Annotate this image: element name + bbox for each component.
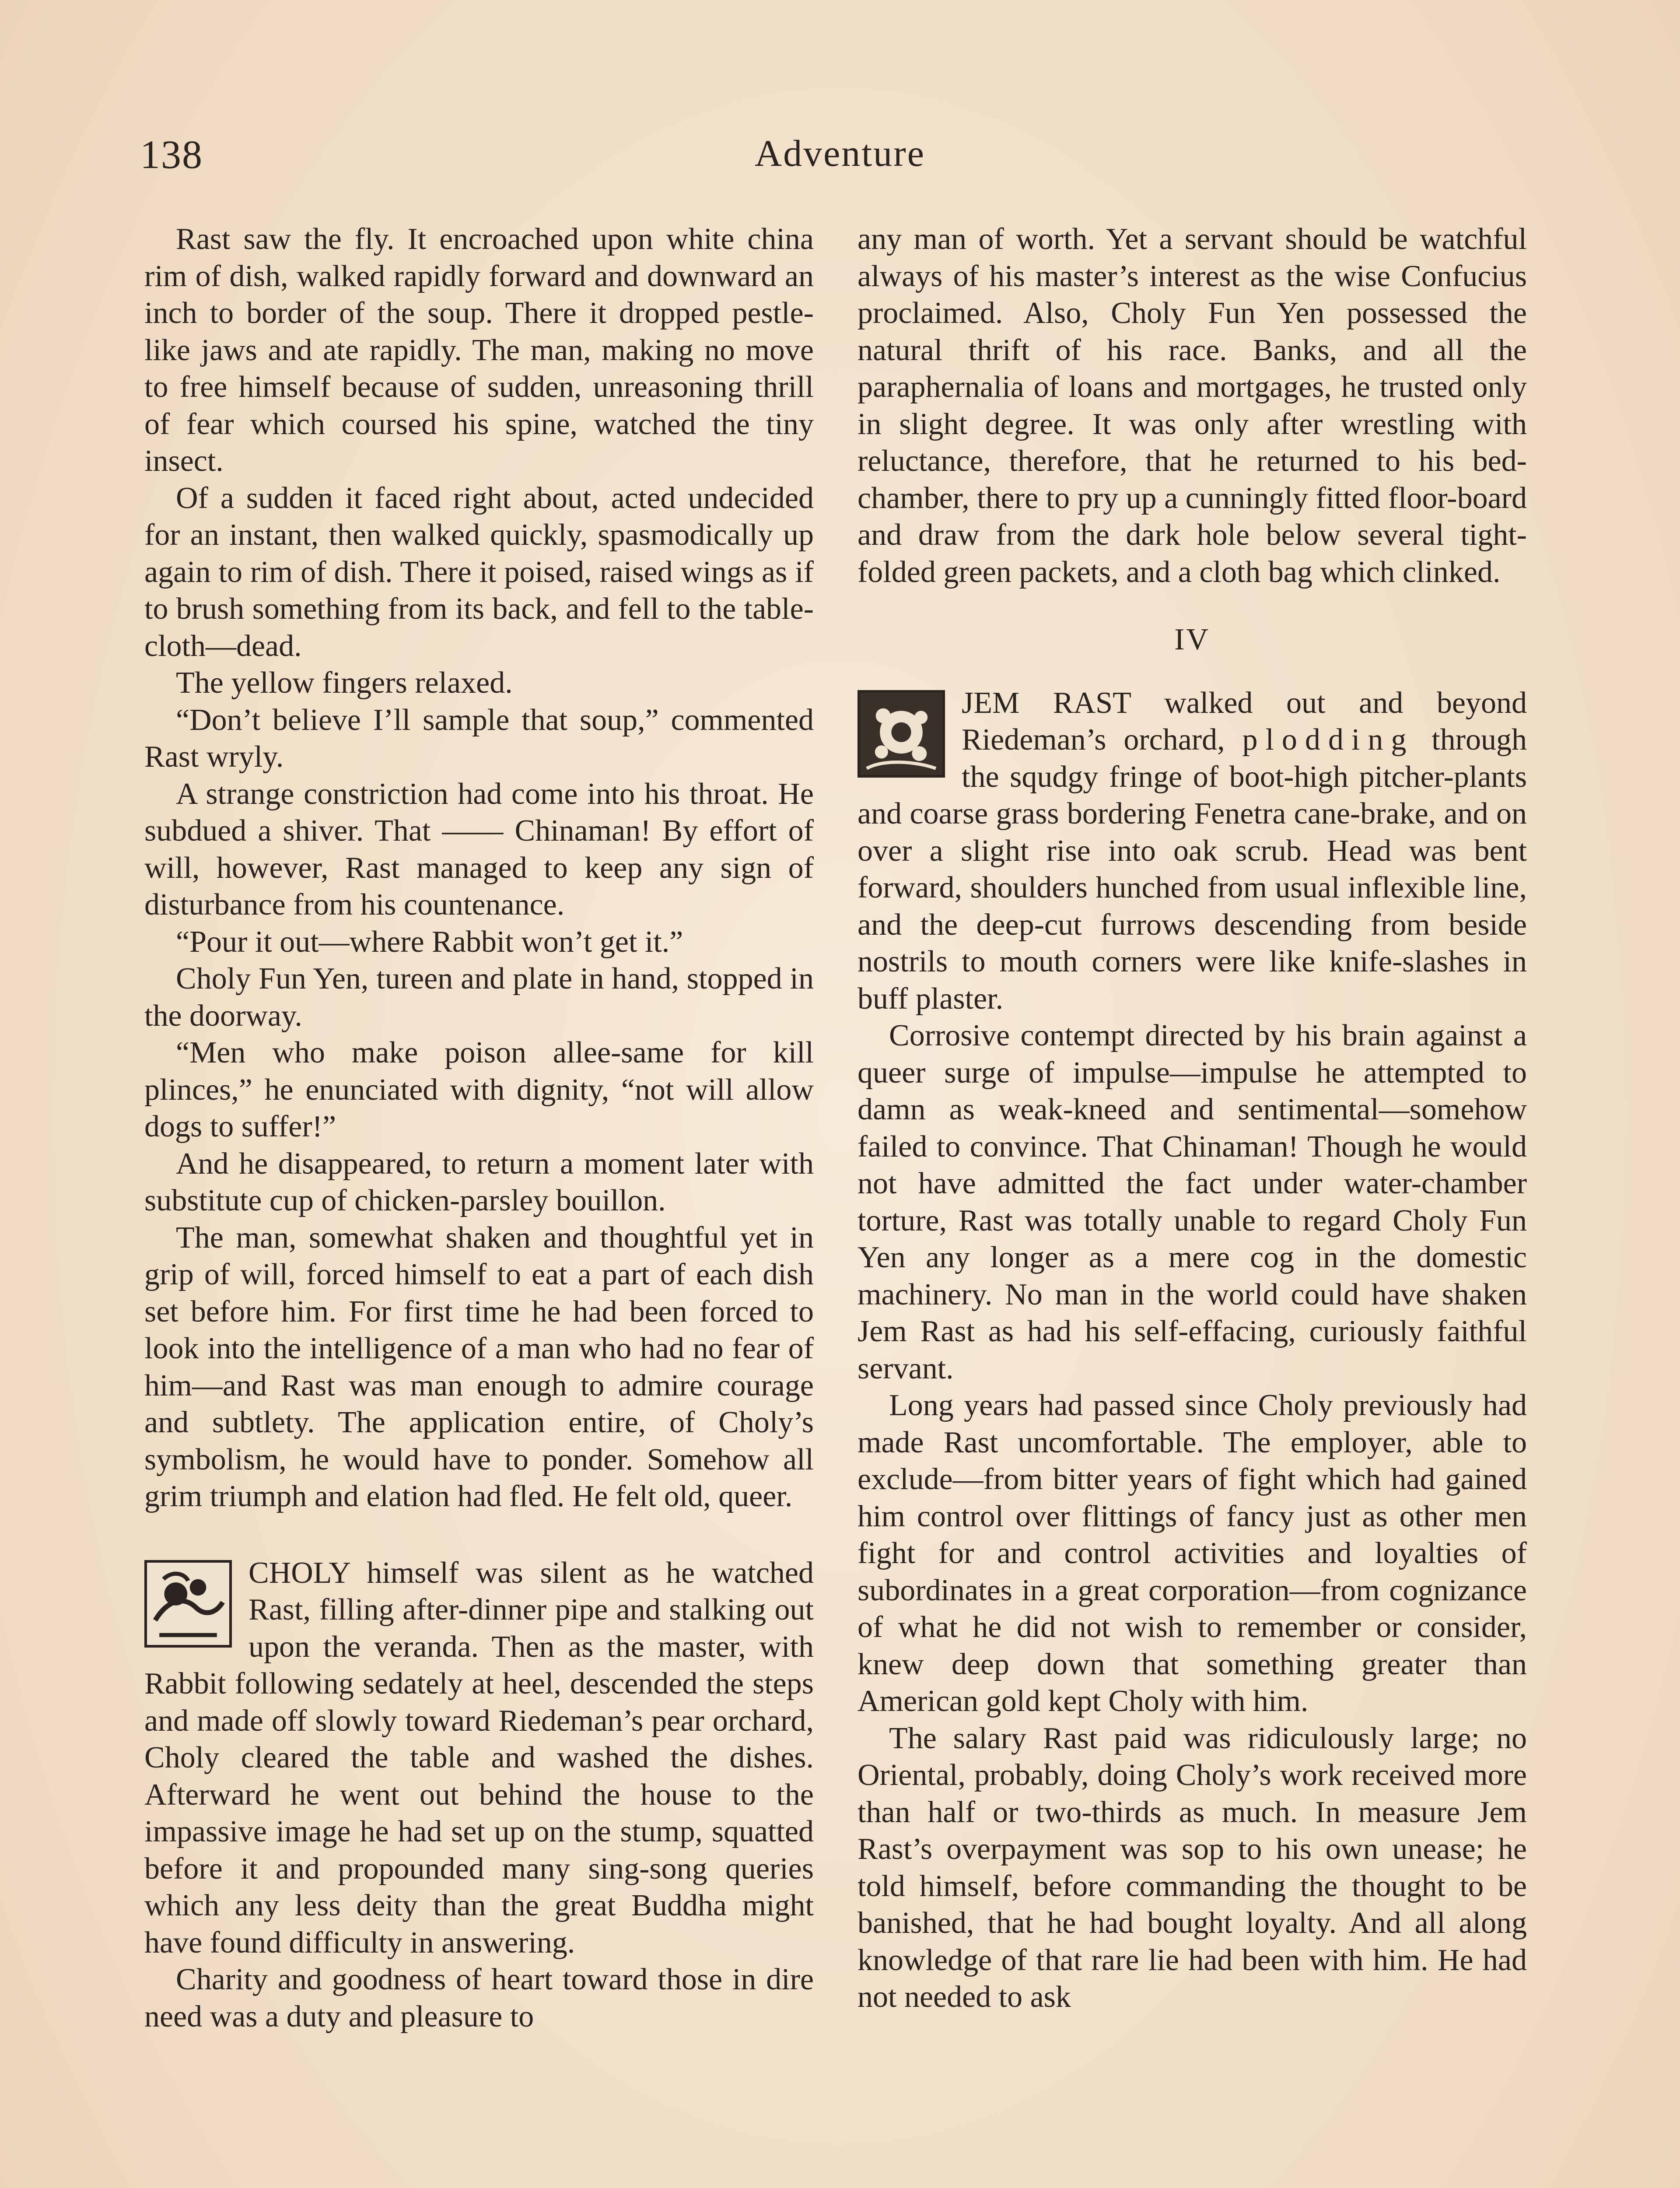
paragraph: Choly Fun Yen, tureen and plate in hand, stopped in the doorway. — [144, 962, 814, 1033]
floral-woodcut-icon — [858, 690, 945, 778]
paragraph: “Pour it out—where Rabbit won’t get it.” — [176, 925, 683, 959]
paragraph: “Men who make poison allee-same for kill plinces,” he enunciated with dignity, “not will allow dogs to suffer!” — [144, 1036, 814, 1143]
paragraph: “Don’t believe I’ll sample that soup,” commented Rast wryly. — [144, 703, 814, 774]
paragraph: Of a sudden it faced right about, acted undecided for an instant, then walked quickly, spasmodically up again to rim of dish. There it poised, raised wings as if to brush something from its back, and fell to the table-cloth—dead. — [144, 481, 814, 663]
paragraph: The yellow fingers relaxed. — [176, 666, 513, 700]
drop-paragraph-start: JEM RAST walked out and beyond Riedeman’s orchard, — [962, 686, 1527, 757]
paragraph: The man, somewhat shaken and thoughtful yet in grip of will, forced himself to eat a part of each dish set before him. For first time he had been forced to look into the intelligence of a man who had no fear of him—and Rast was man enough to admire courage and subtlety. The application entire, of Choly’s symbolism, he would have to ponder. Somehow all grim triumph and elation had fled. He felt old, queer. — [144, 1220, 814, 1513]
right-column — [858, 221, 1527, 2016]
section-number: IV — [1174, 623, 1210, 656]
paragraph: Charity and goodness of heart toward those in dire need was a duty and pleasure to — [144, 1963, 814, 2034]
drop-paragraph — [858, 685, 1527, 1018]
drop-paragraph-block — [858, 685, 1527, 1018]
page-header — [140, 131, 1540, 188]
floral-woodcut-icon — [144, 1560, 232, 1648]
paragraph: A strange constriction had come into his throat. He subdued a shiver. That —— Chinaman! By effort of will, however, Rast managed to keep any sign of disturbance from his countenance. — [144, 777, 814, 922]
paragraph: The salary Rast paid was ridiculously large; no Oriental, probably, doing Choly’s work received more than half or two-thirds as much. In measure Jem Rast’s overpayment was sop to his own unease; he told himself, before commanding the thought to be banished, that he had bought loyalty. And all along knowledge of that rare lie had been with him. He had not needed to ask — [858, 1721, 1527, 2014]
continued-paragraph: any man of worth. Yet a servant should be watchful always of his master’s interest as the wise Confucius proclaimed. Also, Choly Fun Yen possessed the natural thrift of his race. Banks, and all the paraphernalia of loans and mortgages, he trusted only in slight degree. It was only after wrestling with reluctance, therefore, that he returned to his bed-chamber, there to pry up a cunningly fitted floor-board and draw from the dark hole below several tight-folded green packets, and a cloth bag which clinked. — [858, 222, 1527, 589]
paragraph: And he disappeared, to return a moment later with substitute cup of chicken-parsley bouillon. — [144, 1147, 814, 1217]
running-title: Adventure — [755, 132, 925, 174]
paragraph: Rast saw the fly. It encroached upon white china rim of dish, walked rapidly forward and downward an inch to border of the soup. There it dropped pestle-like jaws and ate rapidly. The man, making no move to free himself because of sudden, unreasoning thrill of fear which coursed his spine, watched the tiny insect. — [144, 222, 814, 478]
drop-paragraph-block — [144, 1555, 814, 1962]
paragraph: Corrosive contempt directed by his brain against a queer surge of impulse—impulse he attempted to damn as weak-kneed and sentimental—somehow failed to convince. That Chinaman! Though he would not have admitted the fact under water-chamber torture, Rast was totally unable to regard Choly Fun Yen any longer as a mere cog in the domestic machinery. No man in the world could have shaken Jem Rast as had his self-effacing, curiously faithful servant. — [858, 1019, 1527, 1385]
page-number: 138 — [140, 132, 203, 177]
drop-paragraph-rest: through the squdgy fringe of boot-high pitcher-plants and coarse grass bordering Fenetra cane-brake, and on over a slight rise into oak scrub. Head was bent forward, shoulders hunched from usual inflexible line, and the deep-cut furrows descending from beside nostrils to mouth corners were like knife-slashes in buff plaster. — [858, 723, 1527, 1016]
left-column — [144, 221, 814, 2035]
spaced-word: plodding — [1242, 723, 1414, 757]
paragraph: Long years had passed since Choly previously had made Rast uncomfortable. The employer, able to exclude—from bitter years of fight which had gained him control over flittings of fancy just as other men fight for and control activities and loyalties of subordinates in a great corporation—from cognizance of what he did not wish to remember or consider, knew deep down that something greater than American gold kept Choly with him. — [858, 1389, 1527, 1718]
drop-paragraph: CHOLY himself was silent as he watched Rast, filling after-dinner pipe and stalking out upon the veranda. Then as the master, with Rabbit following sedately at heel, descended the steps and made off slowly toward Riedeman’s pear orchard, Choly cleared the table and washed the dishes. Afterward he went out behind the house to the impassive image he had set up on the stump, squatted before it and propounded many sing-song queries which any less deity than the great Buddha might have found difficulty in answering. — [144, 1556, 814, 1960]
